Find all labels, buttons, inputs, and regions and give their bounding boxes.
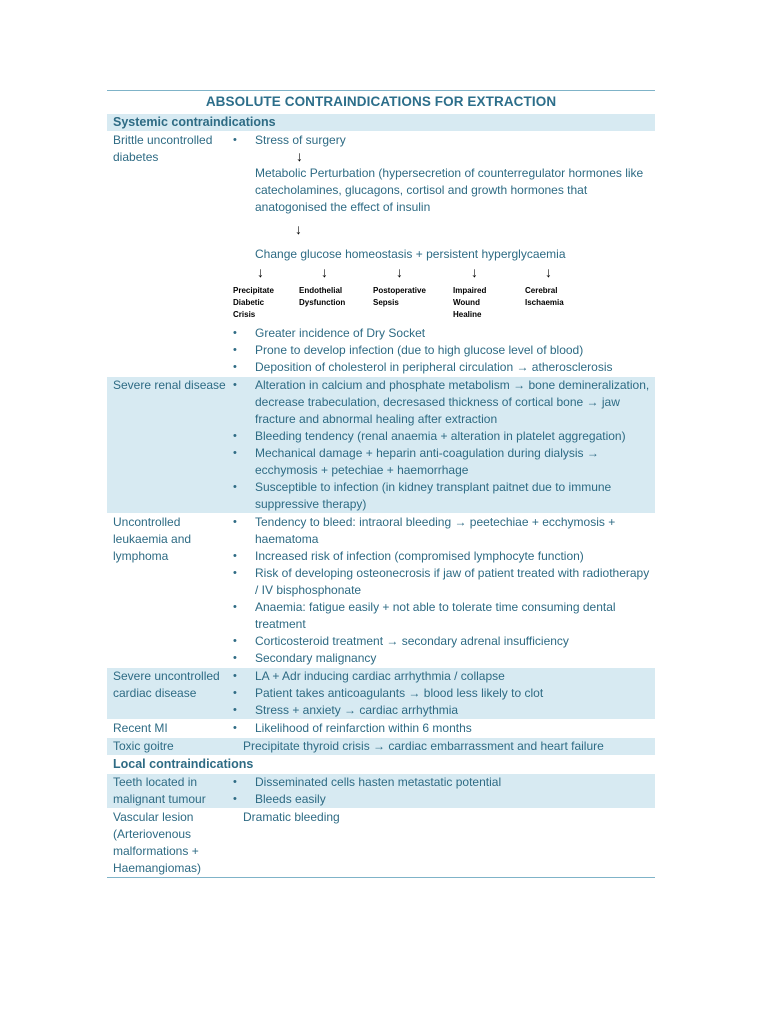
list-item: • LA + Adr inducing cardiac arrhythmia / collapse xyxy=(233,669,505,683)
list-item: • Susceptible to infection (in kidney transplant paitnet due to immune suppressive therapy) xyxy=(233,480,612,511)
row-label: Teeth located in malignant tumour xyxy=(113,775,206,806)
row-label: Severe uncontrolled cardiac disease xyxy=(113,669,220,700)
list-item: • Tendency to bleed: intraoral bleeding → peetechiae + ecchymosis + haematoma xyxy=(233,515,616,546)
down-arrow-icon: ↓ xyxy=(257,264,264,280)
outcome-item: Cerebral Ischaemia xyxy=(525,286,564,307)
row-content xyxy=(233,132,655,376)
glucose-text: Change glucose homeostasis + persistent hyperglycaemia xyxy=(255,247,566,261)
row-renal xyxy=(107,376,655,513)
down-arrow-icon: ↓ xyxy=(295,221,302,237)
outcome-list xyxy=(233,285,655,325)
list-item: • Anaemia: fatigue easily + not able to tolerate time consuming dental treatment xyxy=(233,600,616,631)
list-item: • Increased risk of infection (compromised lymphocyte function) xyxy=(233,549,584,563)
down-arrow-icon: ↓ xyxy=(396,264,403,280)
row-content: Precipitate thyroid crisis → cardiac embarrassment and heart failure xyxy=(243,739,604,753)
down-arrow-icon: ↓ xyxy=(471,264,478,280)
down-arrow-icon: ↓ xyxy=(545,264,552,280)
list-item: • Secondary malignancy xyxy=(233,651,377,665)
list-item: • Disseminated cells hasten metastatic potential xyxy=(233,775,502,789)
section-systemic-header: Systemic contraindications xyxy=(107,113,655,131)
down-arrow-icon: ↓ xyxy=(321,264,328,280)
flow-arrows xyxy=(233,263,655,285)
list-item: • Bleeds easily xyxy=(233,792,326,806)
list-item: • Alteration in calcium and phosphate metabolism → bone demineralization, decrease trabeculation, decresased thickness of cortical bone → jaw fracture and abnormal healing after extraction xyxy=(233,378,650,426)
row-label: Brittle uncontrolled diabetes xyxy=(113,133,213,164)
row-content xyxy=(233,514,655,667)
outcome-item: Endothelial Dysfunction xyxy=(299,286,346,307)
row-content xyxy=(233,720,655,737)
list-item: • Patient takes anticoagulants → blood less likely to clot xyxy=(233,686,544,700)
row-content xyxy=(233,774,655,808)
list-item: • Bleeding tendency (renal anaemia + alteration in platelet aggregation) xyxy=(233,429,626,443)
row-cardiac xyxy=(107,667,655,719)
list-item: • Deposition of cholesterol in peripheral circulation → atherosclerosis xyxy=(233,360,613,374)
list-item: • Greater incidence of Dry Socket xyxy=(233,326,426,340)
row-label: Uncontrolled leukaemia and lymphoma xyxy=(113,515,192,563)
page-title: ABSOLUTE CONTRAINDICATIONS FOR EXTRACTION xyxy=(205,94,557,109)
list-item: • Likelihood of reinfarction within 6 months xyxy=(233,721,472,735)
document-table xyxy=(107,90,655,878)
metabolic-text: Metabolic Perturbation (hypersecretion of counterregulator hormones like catecholamines, glucagons, cortisol and growth hormones that anatogonised the effect of insulin xyxy=(255,166,644,214)
row-toxic-goitre xyxy=(107,737,655,755)
list-item: • Stress + anxiety → cardiac arrhythmia xyxy=(233,703,459,717)
down-arrow-icon: ↓ xyxy=(296,148,303,164)
list-item: • Corticosteroid treatment → secondary adrenal insufficiency xyxy=(233,634,569,648)
flow-arrow xyxy=(233,149,655,169)
row-malignant-tumour xyxy=(107,773,655,808)
row-leukaemia xyxy=(107,513,655,667)
bottom-rule xyxy=(107,877,655,878)
list-item: • Prone to develop infection (due to high glucose level of blood) xyxy=(233,343,584,357)
row-label: Toxic goitre xyxy=(113,739,174,753)
row-label: Severe renal disease xyxy=(113,378,226,392)
row-content xyxy=(233,668,655,719)
row-label: Vascular lesion (Arteriovenous malformations + Haemangiomas) xyxy=(113,810,202,875)
flow-arrow xyxy=(233,216,655,246)
outcome-item: Postoperative Sepsis xyxy=(373,286,426,307)
outcome-item: Impaired Wound Healine xyxy=(453,286,487,319)
row-recent-mi xyxy=(107,719,655,737)
bullet: • xyxy=(233,134,237,146)
list-item: • Risk of developing osteonecrosis if jaw of patient treated with radiotherapy / IV bisphosphonate xyxy=(233,566,650,597)
row-label: Recent MI xyxy=(113,721,168,735)
row-content xyxy=(233,377,655,513)
outcome-item: Precipitate Diabetic Crisis xyxy=(233,286,274,319)
row-content: Dramatic bleeding xyxy=(243,810,340,824)
list-item: • Mechanical damage + heparin anti-coagulation during dialysis → ecchymosis + petechiae + haemorrhage xyxy=(233,446,599,477)
list-item: • Stress of surgery xyxy=(233,133,346,147)
row-vascular-lesion xyxy=(107,808,655,877)
section-local-header: Local contraindications xyxy=(107,755,655,773)
row-diabetes xyxy=(107,131,655,376)
